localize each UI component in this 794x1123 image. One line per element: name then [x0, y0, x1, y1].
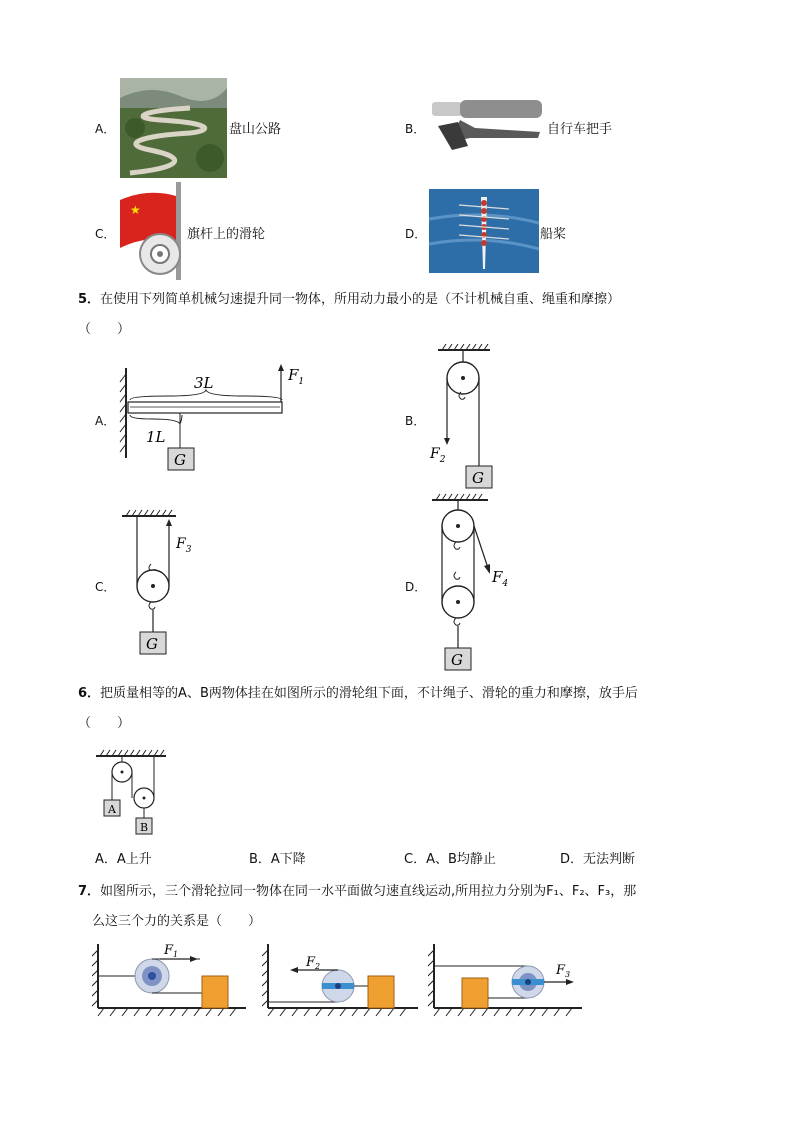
rowing-boat-image — [429, 189, 539, 273]
horizontal-pulley-fig-3 — [428, 940, 588, 1018]
pulley-block-diagram — [424, 492, 524, 676]
question-text: 在使用下列简单机械匀速提升同一物体，所用动力最小的是（不计机械自重、绳重和摩擦） — [100, 292, 621, 307]
horizontal-pulley-fig-2 — [262, 940, 422, 1018]
block-a-label: A — [108, 803, 116, 816]
option-b-caption: 自行车把手 — [547, 122, 613, 137]
weight-g: G — [451, 651, 463, 669]
option-c-caption: 旗杆上的滑轮 — [187, 227, 266, 242]
question-text-line2: 么这三个力的关系是（ ） — [92, 914, 262, 929]
movable-pulley-diagram — [118, 508, 208, 660]
force-f3: $F_3$ — [556, 963, 571, 979]
question-7 — [78, 882, 758, 902]
question-number: 7． — [78, 884, 101, 899]
weight-g: G — [146, 635, 158, 653]
bicycle-handle-image — [430, 98, 545, 160]
q6-option-d: D．无法判断 — [560, 852, 636, 867]
q5-option-a-letter: A． — [95, 414, 116, 428]
q5-option-b-letter: B． — [405, 414, 426, 428]
force-f3: $F_3$ — [176, 536, 192, 555]
option-a-letter: A． — [95, 122, 116, 136]
question-number: 5． — [78, 292, 101, 307]
force-f2: $F_2$ — [306, 955, 321, 971]
svg-text:★: ★ — [130, 203, 141, 217]
question-6 — [78, 684, 758, 704]
option-d-caption: 船桨 — [540, 227, 567, 242]
q6-option-c: C．A、B均静止 — [404, 852, 496, 867]
horizontal-pulley-fig-1 — [92, 940, 252, 1018]
question-number: 6． — [78, 686, 101, 701]
force-f1: $F_1$ — [288, 366, 305, 387]
q6-option-a: A．A上升 — [95, 852, 152, 867]
lever-diagram — [118, 362, 318, 474]
mountain-road-image — [120, 78, 227, 178]
lever-length-3l: 3L — [194, 374, 214, 392]
force-f2: $F_2$ — [430, 446, 446, 465]
option-b-letter: B． — [405, 122, 426, 136]
question-text: 把质量相等的A、B两物体挂在如图所示的滑轮组下面，不计绳子、滑轮的重力和摩擦，放手后 — [100, 686, 638, 701]
answer-paren: （ ） — [78, 322, 131, 337]
force-f4: $F_4$ — [492, 568, 509, 589]
q5-option-d-letter: D． — [405, 580, 427, 594]
flagpole-pulley-image — [118, 182, 190, 280]
answer-paren: （ ） — [78, 716, 131, 731]
pulley-system-ab — [94, 748, 174, 836]
option-a-caption: 盘山公路 — [229, 122, 282, 137]
question-text-line1: 如图所示，三个滑轮拉同一物体在同一水平面做匀速直线运动,所用拉力分别为F₁、F₂、F₃，那 — [100, 884, 637, 899]
question-5 — [78, 290, 758, 310]
q5-option-c-letter: C． — [95, 580, 116, 594]
weight-g: G — [472, 469, 484, 487]
lever-length-1l: 1L — [146, 428, 166, 446]
force-f1: $F_1$ — [164, 943, 179, 959]
option-c-letter: C． — [95, 227, 116, 241]
fixed-pulley-diagram — [424, 344, 514, 492]
weight-g: G — [174, 451, 186, 469]
block-b-label: B — [140, 821, 149, 834]
option-d-letter: D． — [405, 227, 427, 241]
q6-option-b: B．A下降 — [249, 852, 306, 867]
